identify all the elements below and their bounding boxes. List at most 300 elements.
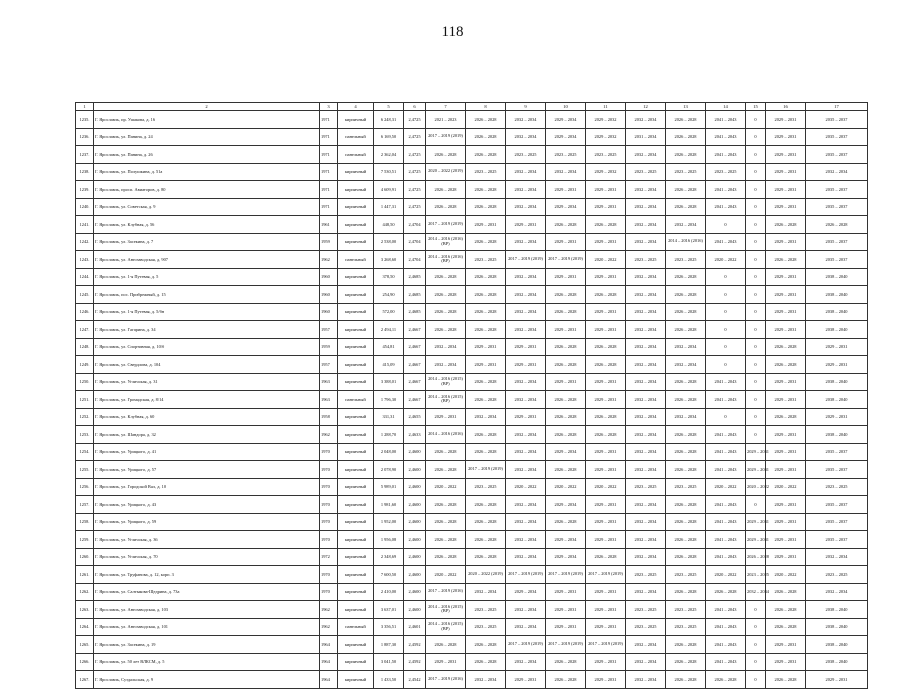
table-cell: 2 410,00	[374, 583, 404, 601]
table-row	[76, 373, 868, 391]
table-row	[76, 531, 868, 549]
table-cell: 2029 – 2031	[586, 583, 626, 601]
table-cell: кирпичный	[338, 268, 374, 286]
table-cell: 2023 – 2025	[666, 478, 706, 496]
table-cell: 2026 – 2028	[666, 321, 706, 339]
table-cell: 2029 – 2031	[766, 286, 806, 304]
table-cell: 1972	[320, 548, 338, 566]
table-cell: 2020 – 2022 (2019)	[426, 163, 466, 181]
table-cell: Г. Ярославль, ул. Полушкина, д. 51а	[94, 163, 320, 181]
table-cell: 1970	[320, 531, 338, 549]
column-number-header: 17	[806, 103, 868, 111]
table-cell: 2032 – 2034	[506, 268, 546, 286]
table-cell: 1970	[320, 583, 338, 601]
table-cell: кирпичный	[338, 426, 374, 444]
table-cell: 2032 – 2034	[626, 356, 666, 374]
table-cell: 2026 – 2028	[666, 496, 706, 514]
table-cell: 2029 – 2031	[586, 443, 626, 461]
table-row	[76, 443, 868, 461]
table-cell: 2026 – 2028	[806, 216, 868, 234]
table-cell: 2032 – 2034	[666, 216, 706, 234]
table-cell: 254,90	[374, 286, 404, 304]
table-cell: 2032 – 2034	[666, 338, 706, 356]
table-cell: 2,4725	[404, 163, 426, 181]
table-cell: 2026 – 2028	[546, 303, 586, 321]
table-cell: 2032 – 2034	[626, 426, 666, 444]
table-cell: 2032 – 2034	[626, 496, 666, 514]
table-cell: 2023 – 2025	[706, 163, 746, 181]
table-cell: 2041 – 2043	[706, 146, 746, 164]
table-cell: 2,4600	[404, 496, 426, 514]
table-cell: 2029 – 2031	[586, 321, 626, 339]
table-cell: 2029 – 2031	[746, 513, 766, 531]
table-cell: 2026 – 2028	[666, 426, 706, 444]
table-cell: 2026 – 2028	[546, 216, 586, 234]
table-cell: 1959	[320, 233, 338, 251]
table-row	[76, 671, 868, 689]
table-cell: 2026 – 2028	[666, 513, 706, 531]
table-cell: 2026 – 2028	[426, 181, 466, 199]
table-cell: 2026 – 2028	[466, 321, 506, 339]
table-cell: 2026 – 2028	[666, 548, 706, 566]
table-cell: 2032 – 2034	[666, 356, 706, 374]
table-row	[76, 583, 868, 601]
table-cell: 2032 – 2034	[626, 216, 666, 234]
table-cell: кирпичный	[338, 181, 374, 199]
table-cell: 2029 – 2034	[546, 198, 586, 216]
table-cell: кирпичный	[338, 408, 374, 426]
table-cell: 2029 – 2031	[766, 163, 806, 181]
table-cell: 2032 – 2034	[626, 268, 666, 286]
table-cell: 2017 – 2019 (2019)	[546, 636, 586, 654]
table-cell: 2026 – 2028	[766, 601, 806, 619]
table-cell: 2032 – 2034	[626, 233, 666, 251]
table-cell: 2041 – 2043	[706, 426, 746, 444]
table-header	[76, 103, 868, 111]
table-cell: 0	[746, 163, 766, 181]
table-row	[76, 496, 868, 514]
table-cell: 1970	[320, 461, 338, 479]
table-cell: 2017 – 2019 (2016)	[426, 583, 466, 601]
table-cell: 2032 – 2034	[506, 513, 546, 531]
table-cell: 2032 – 2034	[626, 583, 666, 601]
table-cell: кирпичный	[338, 461, 374, 479]
table-cell: 2026 – 2028	[426, 496, 466, 514]
table-cell: 2026 – 2028	[466, 391, 506, 409]
table-cell: 2,4704	[404, 233, 426, 251]
table-cell: 1248.	[76, 338, 94, 356]
table-cell: Г. Ярославль, ул. Урицкого, д. 41	[94, 443, 320, 461]
table-cell: 3 268,60	[374, 251, 404, 269]
table-cell: 2020 – 2022	[706, 478, 746, 496]
table-cell: 2041 – 2043	[706, 111, 746, 129]
table-cell: 2026 – 2028	[426, 461, 466, 479]
table-cell: 2032 – 2034	[666, 408, 706, 426]
table-cell: 0	[746, 233, 766, 251]
table-cell: 2029 – 2031	[586, 268, 626, 286]
table-cell: кирпичный	[338, 443, 374, 461]
table-cell: 1247.	[76, 321, 94, 339]
table-cell: 2029 – 2031	[766, 233, 806, 251]
table-cell: 2,4633	[404, 426, 426, 444]
table-cell: 2,4725	[404, 146, 426, 164]
column-number-header: 10	[546, 103, 586, 111]
table-cell: 2029 – 2031	[546, 618, 586, 636]
table-cell: 2020 – 2022	[706, 566, 746, 584]
table-cell: 0	[746, 408, 766, 426]
table-cell: 2026 – 2028	[666, 128, 706, 146]
table-cell: 1241.	[76, 216, 94, 234]
table-cell: 2026 – 2028	[466, 268, 506, 286]
table-cell: 2029 – 2031	[506, 671, 546, 689]
table-cell: 2035 – 2037	[806, 111, 868, 129]
table-cell: 0	[746, 286, 766, 304]
table-cell: 2026 – 2028	[666, 391, 706, 409]
table-row	[76, 391, 868, 409]
table-cell: 2038 – 2040	[806, 373, 868, 391]
table-cell: 2026 – 2028	[426, 198, 466, 216]
table-cell: 2020 – 2022	[586, 478, 626, 496]
table-cell: кирпичный	[338, 513, 374, 531]
table-cell: 2032 – 2034	[506, 373, 546, 391]
table-cell: 2,4685	[404, 268, 426, 286]
table-cell: 1257.	[76, 496, 94, 514]
table-cell: 2032 – 2034	[806, 583, 868, 601]
table-cell: 2029 – 2031	[766, 531, 806, 549]
table-cell: 2029 – 2031	[766, 128, 806, 146]
table-cell: 2 348,69	[374, 548, 404, 566]
table-cell: 2017 – 2019 (2019)	[586, 636, 626, 654]
table-cell: Г. Ярославль, ул. Панина, д. 24	[94, 128, 320, 146]
table-cell: 2026 – 2028	[466, 496, 506, 514]
table-cell: 2029 – 2031	[506, 408, 546, 426]
table-cell: 2026 – 2028	[666, 181, 706, 199]
table-cell: 0	[746, 373, 766, 391]
table-row	[76, 111, 868, 129]
table-cell: 0	[746, 338, 766, 356]
table-cell: 2026 – 2028	[426, 286, 466, 304]
table-cell: 2026 – 2028	[466, 426, 506, 444]
table-cell: 2014 – 2016 (2016)	[426, 426, 466, 444]
table-cell: 0	[746, 671, 766, 689]
column-number-header: 11	[586, 103, 626, 111]
table-cell: 1962	[320, 426, 338, 444]
table-cell: 2026 – 2028	[666, 531, 706, 549]
table-cell: 1958	[320, 408, 338, 426]
table-cell: 2029 – 2031	[586, 618, 626, 636]
table-cell: 2029 – 2031	[766, 268, 806, 286]
table-cell: 2032 – 2034	[506, 601, 546, 619]
table-cell: 2026 – 2028	[426, 443, 466, 461]
table-cell: 2032 – 2034	[466, 671, 506, 689]
table-cell: 2 362,04	[374, 146, 404, 164]
table-cell: 2020 – 2022	[706, 251, 746, 269]
table-cell: 2029 – 2031	[546, 233, 586, 251]
table-cell: 2029 – 2031	[586, 303, 626, 321]
table-cell: 2026 – 2028	[666, 671, 706, 689]
table-cell: 1253.	[76, 426, 94, 444]
table-cell: кирпичный	[338, 671, 374, 689]
table-cell: 2041 – 2043	[706, 443, 746, 461]
table-cell: 2032 – 2034	[426, 338, 466, 356]
table-cell: 2035 – 2037	[806, 513, 868, 531]
table-cell: 2026 – 2028	[466, 513, 506, 531]
table-row	[76, 338, 868, 356]
table-cell: 2029 – 2031	[466, 338, 506, 356]
table-cell: Г. Ярославль, ул. Клубная, д. 60	[94, 408, 320, 426]
table-cell: 0	[746, 251, 766, 269]
table-cell: 2029 – 2031	[766, 111, 806, 129]
table-cell: 1237.	[76, 146, 94, 164]
table-cell: 2014 – 2016 (2016)	[666, 233, 706, 251]
table-cell: 2029 – 2034	[546, 531, 586, 549]
table-cell: 2,4685	[404, 286, 426, 304]
table-cell: 2041 – 2043	[706, 531, 746, 549]
table-cell: 2,4667	[404, 356, 426, 374]
table-cell: 1962	[320, 601, 338, 619]
table-cell: 2035 – 2037	[806, 181, 868, 199]
table-cell: 1 952,00	[374, 513, 404, 531]
table-cell: 2035 – 2037	[806, 198, 868, 216]
table-cell: панельный	[338, 128, 374, 146]
table-cell: 2,4725	[404, 181, 426, 199]
column-number-header: 8	[466, 103, 506, 111]
table-cell: 1 447,31	[374, 198, 404, 216]
table-cell: 1963	[320, 373, 338, 391]
table-cell: 2029 – 2031	[426, 408, 466, 426]
table-cell: 2026 – 2028	[766, 618, 806, 636]
table-cell: 2017 – 2019 (2016)	[426, 671, 466, 689]
table-cell: 5 989,01	[374, 478, 404, 496]
table-cell: 2,4600	[404, 531, 426, 549]
table-cell: 2041 – 2043	[706, 513, 746, 531]
table-cell: Г. Ярославль, ул. Урицкого, д. 43	[94, 496, 320, 514]
table-cell: 2032 – 2034	[626, 391, 666, 409]
table-cell: 2020 – 2022	[766, 566, 806, 584]
table-cell: 2020 – 2022	[766, 478, 806, 496]
table-cell: 2029 – 2031	[766, 198, 806, 216]
table-cell: 1959	[320, 338, 338, 356]
column-number-header: 12	[626, 103, 666, 111]
table-cell: 2032 – 2034	[626, 636, 666, 654]
table-cell: 2,4725	[404, 198, 426, 216]
table-cell: 2032 – 2034	[506, 128, 546, 146]
table-cell: 2,4592	[404, 636, 426, 654]
table-cell: Г. Ярославль, ул. Угличская, д. 36	[94, 531, 320, 549]
table-cell: 1971	[320, 128, 338, 146]
table-cell: 2020 – 2022	[506, 478, 546, 496]
table-cell: 2041 – 2043	[706, 373, 746, 391]
table-cell: 2029 – 2031	[506, 216, 546, 234]
table-cell: 0	[746, 128, 766, 146]
table-cell: 1258.	[76, 513, 94, 531]
table-cell: 2041 – 2043	[706, 548, 746, 566]
table-cell: 2032 – 2034	[626, 198, 666, 216]
table-cell: 0	[706, 321, 746, 339]
table-cell: 2026 – 2028	[586, 216, 626, 234]
table-cell: Г. Ярославль, ул. 1-я Путевая, д. 5	[94, 268, 320, 286]
table-cell: 2014 – 2016 (2016) (ВР)	[426, 251, 466, 269]
table-row	[76, 636, 868, 654]
table-cell: 2038 – 2040	[806, 321, 868, 339]
table-cell: 2029 – 2031	[546, 583, 586, 601]
table-cell: 2035 – 2037	[806, 233, 868, 251]
table-cell: 2026 – 2028	[466, 303, 506, 321]
table-cell: 0	[706, 268, 746, 286]
table-cell: 1970	[320, 513, 338, 531]
table-cell: 2026 – 2028	[546, 671, 586, 689]
table-row	[76, 566, 868, 584]
table-cell: 2026 – 2028	[546, 653, 586, 671]
table-cell: Г. Ярославль, Суздальская, д. 9	[94, 671, 320, 689]
table-cell: 2026 – 2028	[426, 548, 466, 566]
table-cell: Г. Ярославль, ул. Урицкого, д. 59	[94, 513, 320, 531]
table-cell: 2,4704	[404, 251, 426, 269]
table-cell: 2032 – 2034	[506, 443, 546, 461]
table-cell: 0	[706, 408, 746, 426]
table-cell: 1256.	[76, 478, 94, 496]
table-cell: 2026 – 2028	[426, 303, 466, 321]
table-cell: 2032 – 2034	[506, 391, 546, 409]
table-cell: 0	[746, 321, 766, 339]
table-cell: 2041 – 2043	[706, 601, 746, 619]
table-cell: кирпичный	[338, 583, 374, 601]
table-cell: 2038 – 2040	[806, 636, 868, 654]
table-cell: 2032 – 2034	[466, 408, 506, 426]
table-cell: 2038 – 2040	[806, 391, 868, 409]
column-number-header: 15	[746, 103, 766, 111]
table-cell: 2014 – 2016 (2015) (ВР)	[426, 618, 466, 636]
table-cell: 1250.	[76, 373, 94, 391]
table-row	[76, 128, 868, 146]
table-cell: 6 169,50	[374, 128, 404, 146]
table-cell: 2029 – 2031	[766, 373, 806, 391]
column-number-header: 6	[404, 103, 426, 111]
table-cell: 2029 – 2031	[466, 216, 506, 234]
table-cell: 2029 – 2031	[586, 671, 626, 689]
table-cell: 3 356,51	[374, 618, 404, 636]
table-cell: 0	[706, 356, 746, 374]
housing-schedule-table	[75, 102, 868, 689]
table-cell: 2026 – 2028	[466, 548, 506, 566]
table-cell: 2,4600	[404, 513, 426, 531]
table-cell: 2032 – 2034	[506, 426, 546, 444]
table-cell: 2038 – 2040	[806, 601, 868, 619]
table-cell: 2041 – 2043	[706, 233, 746, 251]
table-cell: 2032 – 2034	[626, 461, 666, 479]
table-cell: 2032 – 2034	[806, 548, 868, 566]
table-cell: 1970	[320, 478, 338, 496]
column-number-header: 2	[94, 103, 320, 111]
table-cell: 2035 – 2037	[806, 496, 868, 514]
table-row	[76, 653, 868, 671]
table-cell: 2032 – 2034	[506, 496, 546, 514]
table-cell: 2026 – 2028	[766, 583, 806, 601]
table-cell: 1246.	[76, 303, 94, 321]
table-cell: 0	[746, 146, 766, 164]
table-cell: 1242.	[76, 233, 94, 251]
table-cell: 2,4600	[404, 443, 426, 461]
table-cell: 1262.	[76, 583, 94, 601]
table-cell: 2026 – 2028	[466, 181, 506, 199]
table-cell: 2026 – 2028	[706, 583, 746, 601]
table-cell: 2026 – 2028	[466, 233, 506, 251]
table-cell: 2,4600	[404, 566, 426, 584]
table-cell: 2038 – 2040	[806, 618, 868, 636]
table-cell: 2029 – 2032	[586, 128, 626, 146]
column-number-header: 7	[426, 103, 466, 111]
table-cell: 1 288,70	[374, 426, 404, 444]
table-cell: 2041 – 2043	[706, 618, 746, 636]
table-row	[76, 356, 868, 374]
column-number-header: 4	[338, 103, 374, 111]
table-cell: Г. Ярославль, ул. 50 лет ВЛКСМ, д. 5	[94, 653, 320, 671]
table-cell: 1252.	[76, 408, 94, 426]
table-cell: 2032 – 2034	[626, 531, 666, 549]
table-cell: 2026 – 2028	[706, 671, 746, 689]
table-cell: 2026 – 2028	[766, 408, 806, 426]
table-cell: 2017 – 2019 (2019)	[506, 636, 546, 654]
table-cell: 1240.	[76, 198, 94, 216]
table-cell: 2020 – 2022	[546, 478, 586, 496]
table-cell: 2026 – 2028	[666, 268, 706, 286]
table-cell: 2032 – 2034	[806, 163, 868, 181]
table-cell: 2 494,11	[374, 321, 404, 339]
table-cell: 4 609,91	[374, 181, 404, 199]
table-cell: 1260.	[76, 548, 94, 566]
table-cell: 2029 – 2031	[766, 548, 806, 566]
table-cell: 2017 – 2019 (2019)	[546, 251, 586, 269]
table-cell: 2026 – 2028	[546, 408, 586, 426]
table-cell: 2026 – 2028	[666, 461, 706, 479]
table-cell: Г. Ярославль, ул. Гагарина, д. 34	[94, 321, 320, 339]
table-cell: 2029 – 2031	[586, 496, 626, 514]
table-cell: 2029 – 2031	[766, 513, 806, 531]
table-cell: 2041 – 2043	[706, 128, 746, 146]
table-cell: 2032 – 2034	[546, 163, 586, 181]
table-cell: Г. Ярославль, ул. Свердлова, д. 104	[94, 356, 320, 374]
table-cell: панельный	[338, 146, 374, 164]
table-cell: 0	[746, 356, 766, 374]
table-cell: кирпичный	[338, 338, 374, 356]
table-cell: 2029 – 2031	[806, 338, 868, 356]
table-cell: 1962	[320, 251, 338, 269]
table-cell: 2026 – 2028	[666, 443, 706, 461]
table-cell: 2032 – 2034	[506, 321, 546, 339]
table-cell: 2032 – 2034	[506, 653, 546, 671]
table-cell: кирпичный	[338, 636, 374, 654]
table-cell: 2,4667	[404, 373, 426, 391]
table-cell: 2017 – 2019 (2019)	[506, 566, 546, 584]
table-cell: 2029 – 2031	[546, 601, 586, 619]
table-cell: 2026 – 2028	[746, 548, 766, 566]
table-cell: 2029 – 2032	[586, 163, 626, 181]
table-cell: Г. Ярославль, пос. Прибрежный, д. 15	[94, 286, 320, 304]
table-cell: 2029 – 2031	[546, 268, 586, 286]
table-cell: 2023 – 2025	[626, 618, 666, 636]
table-cell: 1962	[320, 618, 338, 636]
table-cell: 2026 – 2028	[586, 408, 626, 426]
table-cell: 0	[746, 496, 766, 514]
table-cell: кирпичный	[338, 321, 374, 339]
table-row	[76, 198, 868, 216]
table-cell: панельный	[338, 251, 374, 269]
table-cell: 2032 – 2034	[626, 373, 666, 391]
table-cell: 2029 – 2031	[586, 461, 626, 479]
table-row	[76, 321, 868, 339]
table-cell: 2020 – 2022	[426, 566, 466, 584]
table-cell: 1971	[320, 181, 338, 199]
